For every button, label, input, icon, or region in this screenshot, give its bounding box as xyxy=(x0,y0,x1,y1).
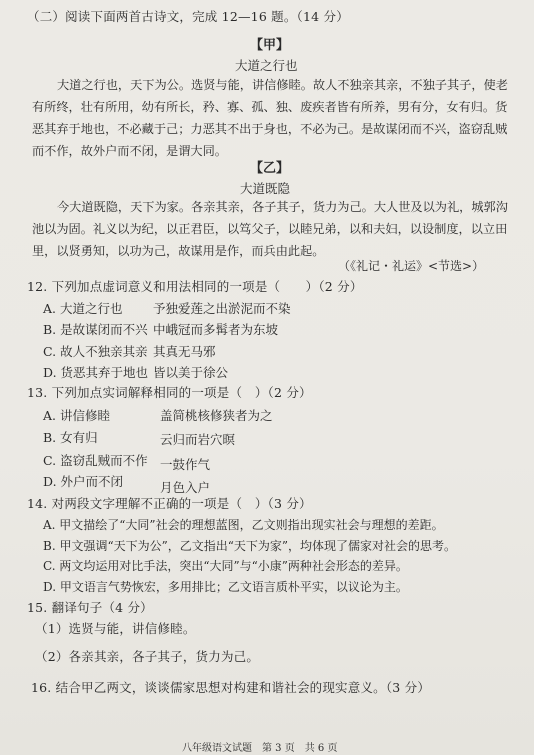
passage-b-body xyxy=(32,196,512,262)
passage-a-line: 有所终，壮有所用，幼有所长，矜、寡、孤、独、废疾者皆有所养，男有分，女有归。货 xyxy=(32,100,508,114)
q12-option-b-pair: 中峨冠而多髯者为东坡 xyxy=(153,322,279,337)
q12-option-c: C. 故人不独亲其亲 xyxy=(43,344,148,359)
q14-option-a: A. 甲文描绘了“大同”社会的理想蓝图，乙文则指出现实社会与理想的差距。 xyxy=(43,518,444,532)
q12-option-a-pair: 予独爱莲之出淤泥而不染 xyxy=(153,301,291,316)
passage-b-line: 今大道既隐，天下为家。各亲其亲，各子其子，货力为己。大人世及以为礼，城郭沟 xyxy=(57,200,508,214)
q13-option-d-pair: 月色入户 xyxy=(160,480,211,495)
passage-a-line: 恶其弃于地也，不必藏于己；力恶其不出于身也，不必为己。是故谋闭而不兴，盗窃乱贼 xyxy=(32,122,508,136)
section-header: （二）阅读下面两首古诗文，完成 12—16 题。（14 分） xyxy=(27,9,349,24)
passage-b-title: 大道既隐 xyxy=(240,181,291,196)
q13-option-b: B. 女有归 xyxy=(43,430,98,445)
q14-option-b: B. 甲文强调“天下为公”，乙文指出“天下为家”，均体现了儒家对社会的思考。 xyxy=(43,539,456,553)
q15-item-2: （2）各亲其亲，各子其子，货力为己。 xyxy=(35,649,260,664)
passage-b-source: （《礼记・礼运》<节选>） xyxy=(338,259,485,273)
q13-stem: 13. 下列加点实词解释相同的一项是（ ）（2 分） xyxy=(27,385,312,400)
q13-option-a-pair: 盖简桃核修狭者为之 xyxy=(160,408,273,423)
passage-b-line: 里，以贤勇知，以功为己，故谋用是作，而兵由此起。 xyxy=(32,244,325,258)
q13-option-d: D. 外户而不闭 xyxy=(43,474,124,489)
passage-b-line: 池以为固。礼义以为纪，以正君臣，以笃父子，以睦兄弟，以和夫妇，以设制度，以立田 xyxy=(32,222,508,236)
q14-option-d: D. 甲文语言气势恢宏，多用排比；乙文语言质朴平实，以议论为主。 xyxy=(43,580,408,594)
page-footer: 八年级语文试题 第 3 页 共 6 页 xyxy=(182,743,338,754)
q14-option-c: C. 两文均运用对比手法，突出“大同”与“小康”两种社会形态的差异。 xyxy=(43,559,408,573)
passage-a-title: 大道之行也 xyxy=(235,58,298,73)
passage-a-body xyxy=(32,74,512,162)
q13-option-c: C. 盗窃乱贼而不作 xyxy=(43,453,148,468)
passage-b-tag: 【乙】 xyxy=(250,161,290,176)
q12-stem: 12. 下列加点虚词意义和用法相同的一项是（ ）（2 分） xyxy=(27,279,363,294)
q13-option-b-pair: 云归而岩穴暝 xyxy=(160,432,236,447)
passage-a-line: 而不作，故外户而不闭，是谓大同。 xyxy=(32,144,227,158)
q12-option-c-pair: 其真无马邪 xyxy=(153,344,216,359)
q12-option-a: A. 大道之行也 xyxy=(43,301,123,316)
q15-item-1: （1）选贤与能，讲信修睦。 xyxy=(35,621,196,636)
passage-a-line: 大道之行也，天下为公。选贤与能，讲信修睦。故人不独亲其亲，不独子其子，使老 xyxy=(57,78,508,92)
q15-stem: 15. 翻译句子（4 分） xyxy=(27,600,153,615)
q16-stem: 16. 结合甲乙两文，谈谈儒家思想对构建和谐社会的现实意义。（3 分） xyxy=(31,680,431,695)
q12-option-d: D. 货恶其弃于地也 xyxy=(43,365,149,380)
q13-option-a: A. 讲信修睦 xyxy=(43,408,110,423)
q14-stem: 14. 对两段文字理解不正确的一项是（ ）（3 分） xyxy=(27,496,312,511)
passage-a-tag: 【甲】 xyxy=(250,38,290,53)
q12-option-d-pair: 皆以美于徐公 xyxy=(153,365,229,380)
q12-option-b: B. 是故谋闭而不兴 xyxy=(43,322,148,337)
q13-option-c-pair: 一鼓作气 xyxy=(160,457,211,472)
